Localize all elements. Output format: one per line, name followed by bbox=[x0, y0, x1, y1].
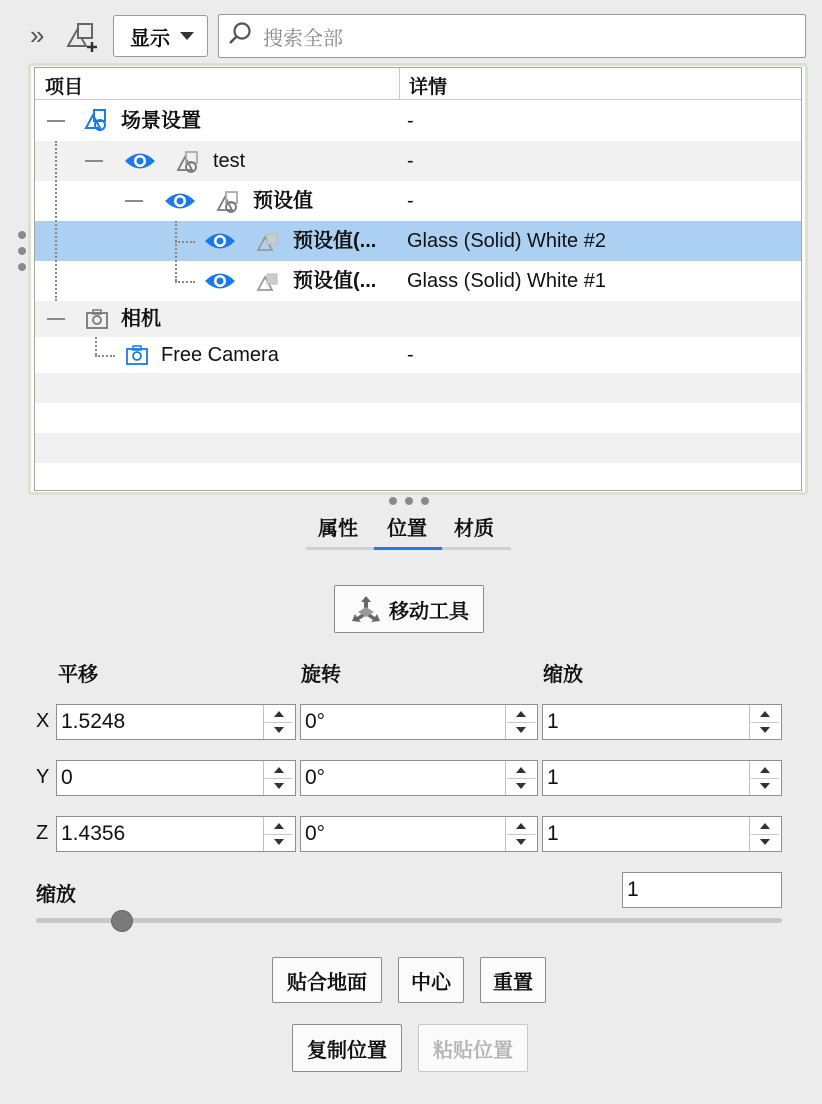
tree-header bbox=[35, 68, 801, 100]
search-placeholder: 搜索全部 bbox=[263, 27, 343, 50]
tree-connector bbox=[55, 141, 57, 301]
rotate-z-value: 0° bbox=[305, 822, 326, 845]
translate-z-field[interactable] bbox=[56, 816, 296, 852]
tree-row-free-camera[interactable] bbox=[35, 337, 801, 373]
uniform-scale-value: 1 bbox=[627, 878, 639, 901]
collapse-icon[interactable] bbox=[85, 160, 103, 162]
uniform-scale-field[interactable] bbox=[622, 872, 782, 908]
translate-y-value: 0 bbox=[61, 766, 73, 789]
translate-x-field[interactable] bbox=[56, 704, 296, 740]
panel-resize-grip[interactable] bbox=[421, 497, 429, 505]
panel-resize-grip[interactable] bbox=[405, 497, 413, 505]
rotate-heading: 旋转 bbox=[301, 664, 341, 686]
object-icon bbox=[255, 269, 281, 300]
side-resize-grip[interactable] bbox=[18, 231, 26, 239]
tree-row-detail: - bbox=[407, 190, 414, 212]
collapse-icon[interactable] bbox=[125, 200, 143, 202]
reset-button[interactable]: 重置 bbox=[480, 957, 546, 1003]
paste-position-button[interactable]: 粘贴位置 bbox=[418, 1024, 528, 1072]
side-resize-grip[interactable] bbox=[18, 263, 26, 271]
tree-row-scene-settings[interactable] bbox=[35, 101, 801, 141]
translate-heading: 平移 bbox=[58, 664, 98, 686]
camera-icon bbox=[125, 343, 149, 372]
add-scene-icon[interactable] bbox=[64, 20, 102, 54]
collapse-icon[interactable] bbox=[47, 120, 65, 122]
display-dropdown-label: 显示 bbox=[130, 27, 170, 50]
scale-z-value: 1 bbox=[547, 822, 559, 845]
tree-row-label: 相机 bbox=[121, 308, 161, 330]
scale-x-field[interactable] bbox=[542, 704, 782, 740]
tree-row-label: 预设值(... bbox=[293, 270, 377, 292]
search-icon bbox=[227, 21, 253, 52]
scene-icon bbox=[83, 107, 109, 138]
tree-row-preset-1[interactable] bbox=[35, 221, 801, 261]
tree-row-preset-group[interactable] bbox=[35, 181, 801, 221]
tab-material[interactable]: 材质 bbox=[454, 518, 494, 540]
rotate-x-value: 0° bbox=[305, 710, 326, 733]
slider-thumb[interactable] bbox=[111, 910, 133, 932]
side-resize-grip[interactable] bbox=[18, 247, 26, 255]
rotate-x-field[interactable] bbox=[300, 704, 538, 740]
tab-position[interactable]: 位置 bbox=[387, 518, 427, 540]
eye-icon[interactable] bbox=[163, 190, 197, 217]
expand-panel-icon[interactable]: » bbox=[30, 20, 45, 50]
empty-row bbox=[35, 433, 801, 463]
tree-connector bbox=[175, 221, 177, 281]
scale-y-field[interactable] bbox=[542, 760, 782, 796]
uniform-scale-slider[interactable] bbox=[36, 918, 782, 923]
panel-resize-grip[interactable] bbox=[389, 497, 397, 505]
tree-row-label: 预设值(... bbox=[293, 230, 377, 252]
tree-row-cameras[interactable] bbox=[35, 301, 801, 337]
group-icon bbox=[175, 149, 201, 180]
collapse-icon[interactable] bbox=[47, 318, 65, 320]
eye-icon[interactable] bbox=[203, 270, 237, 297]
tree-row-label: 场景设置 bbox=[121, 110, 201, 132]
translate-x-value: 1.5248 bbox=[61, 710, 126, 733]
rotate-y-field[interactable] bbox=[300, 760, 538, 796]
translate-y-field[interactable] bbox=[56, 760, 296, 796]
caret-down-icon bbox=[180, 32, 194, 40]
translate-z-value: 1.4356 bbox=[61, 822, 126, 845]
rotate-z-field[interactable] bbox=[300, 816, 538, 852]
scale-y-value: 1 bbox=[547, 766, 559, 789]
tree-connector bbox=[175, 241, 195, 243]
active-tab-indicator bbox=[374, 547, 442, 550]
tree-row-detail: - bbox=[407, 110, 414, 132]
search-field[interactable] bbox=[218, 14, 806, 58]
axis-label-x: X bbox=[36, 710, 50, 732]
scale-z-field[interactable] bbox=[542, 816, 782, 852]
tree-row-detail: Glass (Solid) White #1 bbox=[407, 270, 606, 292]
display-dropdown[interactable] bbox=[113, 15, 208, 57]
scene-tree bbox=[34, 67, 802, 491]
group-icon bbox=[215, 189, 241, 220]
inspector-tabs bbox=[306, 508, 511, 550]
tree-row-detail: - bbox=[407, 150, 414, 172]
tree-connector bbox=[95, 337, 97, 355]
move-tool-button[interactable] bbox=[334, 585, 484, 633]
empty-row bbox=[35, 403, 801, 433]
tree-connector bbox=[95, 355, 115, 357]
copy-position-button[interactable]: 复制位置 bbox=[292, 1024, 402, 1072]
tree-row-detail: Glass (Solid) White #2 bbox=[407, 230, 606, 252]
move-tool-icon bbox=[349, 593, 383, 625]
axis-label-z: Z bbox=[36, 822, 49, 844]
eye-icon[interactable] bbox=[203, 230, 237, 257]
tree-row-test[interactable] bbox=[35, 141, 801, 181]
move-tool-label: 移动工具 bbox=[389, 600, 469, 623]
tree-row-label: test bbox=[213, 150, 246, 172]
column-header-detail[interactable]: 详情 bbox=[409, 77, 448, 98]
tab-properties[interactable]: 属性 bbox=[318, 518, 358, 540]
tree-row-label: Free Camera bbox=[161, 344, 279, 366]
tree-connector bbox=[175, 281, 195, 283]
tree-row-preset-2[interactable] bbox=[35, 261, 801, 301]
uniform-scale-label: 缩放 bbox=[36, 884, 76, 906]
column-header-item[interactable]: 项目 bbox=[45, 77, 84, 98]
rotate-y-value: 0° bbox=[305, 766, 326, 789]
scene-tree-panel bbox=[28, 63, 808, 495]
object-icon bbox=[255, 229, 281, 260]
eye-icon[interactable] bbox=[123, 150, 157, 177]
center-button[interactable]: 中心 bbox=[398, 957, 464, 1003]
axis-label-y: Y bbox=[36, 766, 50, 788]
snap-to-ground-button[interactable]: 贴合地面 bbox=[272, 957, 382, 1003]
tree-row-detail: - bbox=[407, 344, 414, 366]
empty-row bbox=[35, 373, 801, 403]
scale-x-value: 1 bbox=[547, 710, 559, 733]
scale-heading: 缩放 bbox=[543, 664, 583, 686]
camera-group-icon bbox=[85, 307, 109, 336]
tree-row-label: 预设值 bbox=[253, 190, 313, 212]
column-divider[interactable] bbox=[399, 68, 400, 100]
